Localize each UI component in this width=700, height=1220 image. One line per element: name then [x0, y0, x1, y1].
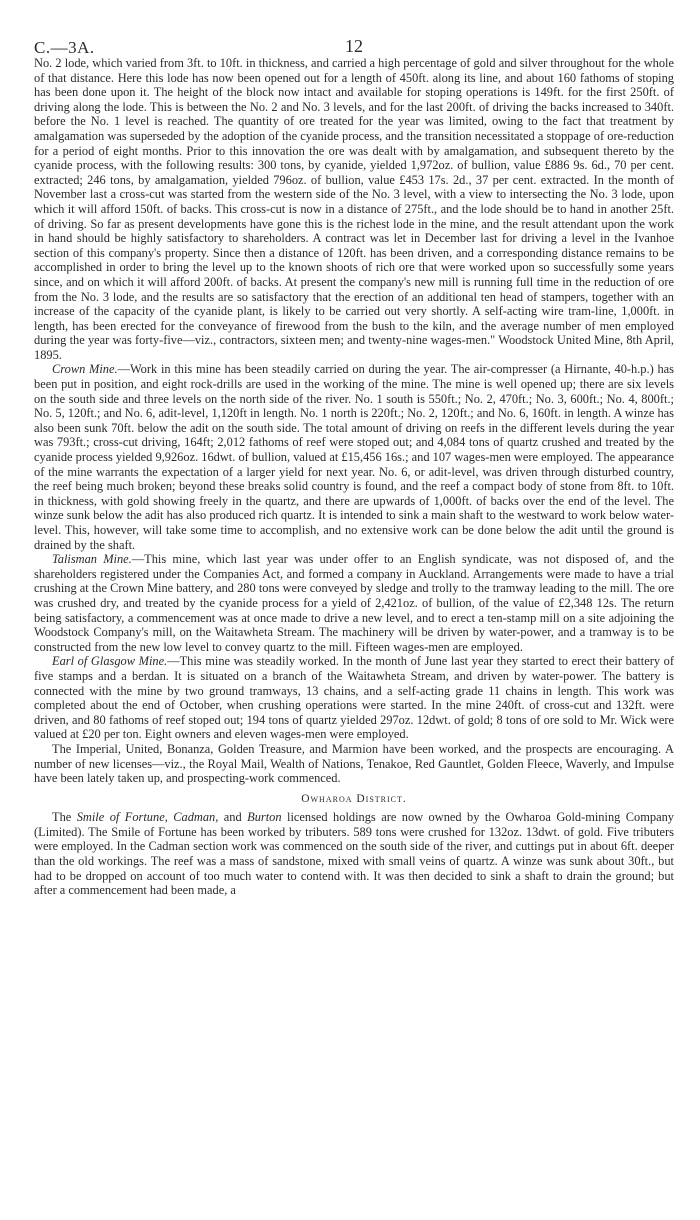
paragraph-text: The Imperial, United, Bonanza, Golden Treasure, and Marmion have been worked, and the prospects are encouraging. A number of new licenses—viz., the Royal Mail, Wealth of Nations, Tenakoe, Red Gauntlet, Golden Fleece, Waverly, and Impulse have been lately taken up, and prospecting-work commenced. [34, 741, 674, 786]
document-body [34, 56, 674, 898]
paragraph-other-mines [34, 742, 674, 786]
paragraph-earl-of-glasgow-mine [34, 654, 674, 742]
page-header [34, 0, 674, 56]
mine-name: Burton [247, 810, 282, 825]
paragraph-text: —This mine was steadily worked. In the month of June last year they started to erect their battery of five stamps and a berdan. It is situated on a branch of the Waitawheta Stream, and driven by water-power. The battery is connected with the mine by two ground tramways, 13 chains, and a self-acting grade 11 chains in length. This work was completed about the end of October, when crushing operations were started. In the mine 240ft. of cross-cut and 132ft. were driven, and 80 fathoms of reef stoped out; 194 tons of quartz yielded 297oz. 12dwt. of gold; 8 tons of ore sold to Mr. Wick were valued at £20 per ton. Eight owners and eleven wages-men were employed. [34, 654, 674, 742]
mine-name: Earl of Glasgow Mine. [52, 654, 168, 669]
paragraph-crown-mine [34, 362, 674, 552]
paragraph-text: —Work in this mine has been steadily carried on during the year. The air-compresser (a Hirnante, 40-h.p.) has been put in position, and eight rock-drills are used in the working of the mine. The mine is well opened up; there are six levels on the south side and three levels on the north side of the river. No. 1 south is 550ft.; No. 2, 470ft.; No. 3, 600ft.; No. 4, 800ft.; No. 5, 120ft.; and No. 6, adit-level, 1,120ft in length. No. 1 north is 220ft.; No. 2, 120ft.; and No. 6, 160ft. in length. A winze has also been sunk 70ft. below the adit on the south side. The total amount of driving on reefs in the different levels during the year was 793ft.; cross-cut driving, 164ft; 2,012 fathoms of reef were stoped out; and 4,084 tons of quartz crushed and treated by the cyanide process yielded 9,926oz. 16dwt. of bullion, valued at £15,456 16s.; and 107 wages-men were employed. The appearance of the mine warrants the expectation of a larger yield for next year. No. 6, or adit-level, was driven through disturbed country, the reef being much broken; beyond these breaks solid country is found, and the reef a compact body of stone from 8ft. to 10ft. in thickness, with gold showing freely in the quartz, and there are upwards of 1,000ft. of backs over the end of the level. The winze sunk below the adit has also produced rich quartz. It is intended to sink a main shaft to the westward to work below water-level. This, however, will take some time to accomplish, and no extensive work can be done below the adit until the ground is drained by the shaft. [34, 362, 674, 552]
section-title-owharoa: Owharoa District. [301, 792, 407, 805]
paragraph-owharoa: The Smile of Fortune, Cadman, and Burton licensed holdings are now owned by the Owharoa Gold-mining Company (Limited). The Smile of Fortune has been worked by tributers. 589 tons were crushed for 132oz. 13dwt. of gold. Five tributers were employed. In the Cadman section work was commenced on the south side of the river, and cuttings put in about 6ft. deeper than the old workings. The reef was a mass of sandstone, mixed with small veins of quartz. A winze was sunk about 30ft., but had to be dropped on account of too much water to contend with. It was then decided to sink a shaft to drain the ground; but after a commencement had been made, a [34, 810, 674, 898]
mine-name: Cadman [173, 810, 216, 825]
mine-name: Smile of Fortune [76, 810, 165, 825]
paragraph-talisman-mine [34, 552, 674, 654]
paragraph-text: licensed holdings are now owned by the Owharoa Gold-mining Company (Limited). The Smile of Fortune has been worked by tributers. 589 tons were crushed for 132oz. 13dwt. of gold. Five tributers were employed. In the Cadman section work was commenced on the south side of the river, and cuttings put in about 6ft. deeper than the old workings. The reef was a mass of sandstone, mixed with small veins of quartz. A winze was sunk about 30ft., but had to be dropped on account of too much water to contend with. It was then decided to sink a shaft to drain the ground; but after a commencement had been made, a [34, 810, 674, 898]
page-number: 12 [345, 36, 363, 56]
paragraph-text: No. 2 lode, which varied from 3ft. to 10ft. in thickness, and carried a high percentage of gold and silver throughout for the whole of that distance. Here this lode has now been opened out for a length of 450ft. along its line, and about 160 fathoms of stoping has been done upon it. The height of the block now intact and available for stoping operations is 149ft. for the first 250ft. of driving along the lode. This is between the No. 2 and No. 3 levels, and for the last 200ft. of driving the backs increased to 340ft. before the No. 1 level is reached. The quantity of ore treated for the year was limited, owing to the fact that treatment by amalgamation was superseded by the adoption of the cyanide process, and the transition necessitated a stoppage of ore-reduction for a period of eight months. Prior to this innovation the ore was dealt with by amalgamation, and subsequent thereto by the cyanide process, with the following results: 300 tons, by cyanide, yielded 1,972oz. of bullion, value £886 9s. 6d., 70 per cent. extracted; 246 tons, by amalgamation, yielded 796oz. of bullion, value £453 17s. 2d., 37 per cent. extracted. In the month of November last a cross-cut was started from the western side of the No. 3 level, with a view to intersecting the No. 3 lode, upon which it will afford 150ft. of backs. This cross-cut is now in a distance of 275ft., and the lode should be to hand in another 25ft. of driving. So far as present developments have gone this is the richest lode in the mine, and the result attendant upon the work in hand should be highly satisfactory to shareholders. A contract was let in December last for driving a level in the Ivanhoe section of this company's property. Since then a distance of 120ft. has been driven, and a corresponding distance remains to be accomplished in order to bring the level up to the known shoots of rich ore that were worked upon so successfully some years since, and on which it will afford 200ft. of backs. At present the company's new mill is running full time in the reduction of ore from the No. 3 lode, and the results are so satisfactory that the erection of an additional ten head of stampers, together with an increase of the capacity of the cyanide plant, is likely to be carried out very shortly. A self-acting wire tram-line, 1,000ft. in length, has been erected for the conveyance of firewood from the bush to the kiln, and the average number of men employed during the year was forty-five—viz., contractors, sixteen men; and twenty-nine wages-men." Woodstock United Mine, 8th April, 1895. [34, 56, 674, 362]
paragraph-woodstock [34, 56, 674, 362]
paragraph-text: —This mine, which last year was under offer to an English syndicate, was not disposed of, and the shareholders registered under the Companies Act, and formed a company in Auckland. Arrangements were made to have a trial crushing at the Crown Mine battery, and 280 tons were conveyed by sledge and trolly to the tramway leading to the mill. The ore was crushed dry, and treated by the cyanide process for a yield of 2,421oz. of bullion, of the value of £2,348 12s. The return being satisfactory, a commencement was at once made to drive a new level, and to erect a ten-stamp mill on a site adjoining the Woodstock Company's mill, on the Waitawheta Stream. The machinery will be driven by water-power, and a tramway is to be constructed from the new low level to convey quartz to the mill. Fifteen wages-men are employed. [34, 552, 674, 654]
document-reference: C.—3A. [34, 38, 95, 57]
mine-name: Crown Mine. [52, 362, 118, 377]
mine-name: Talisman Mine. [52, 552, 132, 567]
